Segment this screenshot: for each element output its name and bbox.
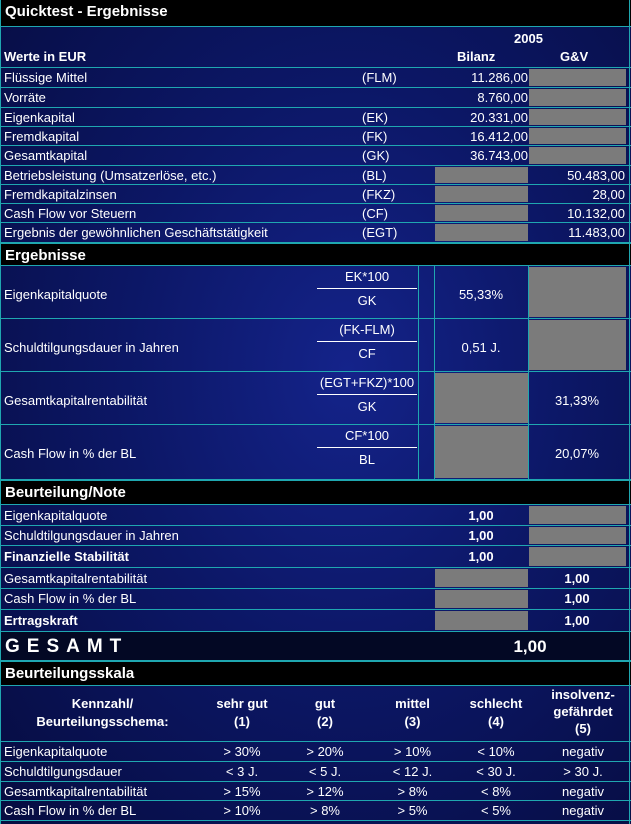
row-label: Gesamtkapitalrentabilität bbox=[4, 571, 148, 586]
table-row bbox=[0, 166, 631, 185]
row-label: Cash Flow in % der BL bbox=[4, 446, 137, 461]
bilanz-grade: 1,00 bbox=[468, 549, 494, 564]
table-row bbox=[0, 68, 631, 88]
table-row bbox=[0, 204, 631, 223]
row-abbr: (EGT) bbox=[362, 225, 398, 240]
skala-col-3: mittel (3) bbox=[395, 696, 430, 729]
guv-grade: 1,00 bbox=[564, 613, 590, 628]
scale-value: > 12% bbox=[306, 784, 344, 799]
bilanz-header: Bilanz bbox=[457, 49, 496, 64]
scale-value: < 30 J. bbox=[476, 764, 516, 779]
scale-value: negativ bbox=[562, 803, 604, 818]
table-row bbox=[0, 88, 631, 108]
skala-section-header bbox=[0, 661, 631, 686]
skala-row bbox=[0, 762, 631, 782]
result-row bbox=[0, 266, 631, 319]
row-label: Fremdkapital bbox=[4, 129, 80, 144]
table-row bbox=[0, 108, 631, 127]
result-row bbox=[0, 372, 631, 425]
gesamt-row bbox=[0, 632, 631, 661]
grid-line bbox=[629, 0, 630, 824]
skala-row bbox=[0, 801, 631, 821]
row-abbr: (EK) bbox=[362, 110, 388, 125]
formula-numerator: (EGT+FKZ)*100 bbox=[319, 375, 415, 390]
formula-denominator: CF bbox=[358, 346, 376, 361]
skala-col-1: sehr gut (1) bbox=[216, 696, 268, 729]
row-label: Gesamtkapitalrentabilität bbox=[4, 393, 148, 408]
skala-header-row bbox=[0, 686, 631, 742]
row-label: Eigenkapital bbox=[4, 110, 75, 125]
scale-value: > 10% bbox=[393, 744, 432, 759]
formula bbox=[316, 269, 418, 308]
bilanz-grade: 1,00 bbox=[468, 528, 494, 543]
row-label: Ertragskraft bbox=[4, 613, 78, 628]
gesamt-value: 1,00 bbox=[513, 637, 547, 656]
bilanz-value: 16.412,00 bbox=[470, 129, 528, 144]
row-label: Betriebsleistung (Umsatzerlöse, etc.) bbox=[4, 168, 217, 183]
row-label: Schuldtilgungsdauer in Jahren bbox=[4, 340, 179, 355]
table-row bbox=[0, 185, 631, 204]
ergebnisse-section-header bbox=[0, 243, 631, 266]
formula bbox=[316, 322, 418, 361]
formula bbox=[316, 375, 418, 414]
section-title: Ergebnisse bbox=[5, 247, 86, 264]
guv-grade: 1,00 bbox=[564, 591, 590, 606]
row-label: Fremdkapitalzinsen bbox=[4, 187, 117, 202]
beurteilung-section-header bbox=[0, 480, 631, 505]
skala-row bbox=[0, 742, 631, 762]
row-label: Eigenkapitalquote bbox=[4, 744, 108, 759]
row-abbr: (CF) bbox=[362, 206, 388, 221]
scale-value: > 10% bbox=[223, 803, 261, 818]
result-row bbox=[0, 425, 631, 480]
guv-value: 11.483,00 bbox=[568, 225, 625, 240]
guv-value: 31,33% bbox=[554, 393, 600, 408]
table-row bbox=[0, 146, 631, 166]
bilanz-grade: 1,00 bbox=[468, 508, 494, 523]
formula-numerator: CF*100 bbox=[344, 428, 390, 443]
formula-denominator: GK bbox=[357, 293, 377, 308]
guv-header: G&V bbox=[560, 49, 589, 64]
scale-value: > 5% bbox=[397, 803, 428, 818]
grade-row bbox=[0, 546, 631, 568]
grid-line bbox=[434, 266, 435, 480]
table-row bbox=[0, 127, 631, 146]
scale-value: negativ bbox=[562, 744, 604, 759]
bilanz-value: 20.331,00 bbox=[470, 110, 528, 125]
row-label: Cash Flow vor Steuern bbox=[4, 206, 137, 221]
guv-value: 50.483,00 bbox=[567, 168, 625, 183]
guv-grade: 1,00 bbox=[564, 571, 590, 586]
grid-line bbox=[418, 266, 419, 480]
row-abbr: (FLM) bbox=[362, 70, 397, 85]
section-title: Beurteilungsskala bbox=[5, 665, 135, 682]
row-abbr: (FK) bbox=[362, 129, 388, 144]
guv-value: 20,07% bbox=[554, 446, 600, 461]
scale-value: < 5 J. bbox=[308, 764, 342, 779]
scale-value: < 10% bbox=[477, 744, 515, 759]
row-label: Ergebnis der gewöhnlichen Geschäftstätigkeit bbox=[4, 225, 268, 240]
year-label: 2005 bbox=[514, 31, 543, 46]
row-label: Flüssige Mittel bbox=[4, 70, 88, 85]
formula-numerator: EK*100 bbox=[344, 269, 390, 284]
row-label: Schuldtilgungsdauer in Jahren bbox=[4, 528, 179, 543]
grade-row bbox=[0, 610, 631, 632]
row-abbr: (BL) bbox=[362, 168, 387, 183]
row-label: Vorräte bbox=[4, 90, 46, 105]
formula-denominator: BL bbox=[359, 452, 375, 467]
scale-value: > 15% bbox=[223, 784, 261, 799]
bilanz-value: 55,33% bbox=[458, 287, 504, 302]
scale-value: negativ bbox=[562, 784, 604, 799]
skala-row bbox=[0, 782, 631, 801]
title-bar bbox=[0, 0, 631, 27]
row-label: Cash Flow in % der BL bbox=[4, 803, 137, 818]
row-label: Gesamtkapitalrentabilität bbox=[4, 784, 148, 799]
gesamt-label: GESAMT bbox=[5, 636, 129, 657]
guv-value: 10.132,00 bbox=[567, 206, 625, 221]
bilanz-value: 0,51 J. bbox=[461, 340, 501, 355]
scale-value: < 8% bbox=[481, 784, 511, 799]
row-abbr: (FKZ) bbox=[362, 187, 396, 202]
scale-value: > 8% bbox=[397, 784, 428, 799]
formula-denominator: GK bbox=[357, 399, 377, 414]
grade-row bbox=[0, 589, 631, 610]
row-abbr: (GK) bbox=[362, 148, 390, 163]
row-label: Cash Flow in % der BL bbox=[4, 591, 137, 606]
scale-value: > 30% bbox=[223, 744, 261, 759]
scale-value: > 20% bbox=[306, 744, 344, 759]
bilanz-value: 11.286,00 bbox=[471, 70, 528, 85]
page-title: Quicktest - Ergebnisse bbox=[5, 3, 168, 20]
skala-col-5: insolvenz- gefährdet (5) bbox=[551, 687, 615, 736]
grade-row bbox=[0, 568, 631, 589]
bilanz-value: 8.760,00 bbox=[477, 90, 528, 105]
scale-value: > 30 J. bbox=[563, 764, 603, 779]
row-label: Eigenkapitalquote bbox=[4, 508, 108, 523]
skala-col-2: gut (2) bbox=[314, 696, 336, 729]
grade-row bbox=[0, 505, 631, 526]
table-row bbox=[0, 223, 631, 243]
formula-numerator: (FK-FLM) bbox=[339, 322, 395, 337]
werte-label: Werte in EUR bbox=[4, 49, 87, 64]
formula bbox=[316, 428, 418, 467]
scale-value: < 12 J. bbox=[392, 764, 433, 779]
scale-value: < 5% bbox=[481, 803, 511, 818]
row-label: Gesamtkapital bbox=[4, 148, 88, 163]
row-label: Eigenkapitalquote bbox=[4, 287, 108, 302]
grade-row bbox=[0, 526, 631, 546]
scale-value: < 3 J. bbox=[225, 764, 259, 779]
row-label: Finanzielle Stabilität bbox=[4, 549, 129, 564]
column-header bbox=[0, 27, 631, 68]
guv-value: 28,00 bbox=[592, 187, 625, 202]
skala-col-kennzahl: Kennzahl/ Beurteilungsschema: bbox=[36, 696, 169, 729]
skala-col-4: schlecht (4) bbox=[469, 696, 523, 729]
section-title: Beurteilung/Note bbox=[5, 484, 126, 501]
result-row bbox=[0, 319, 631, 372]
row-label: Schuldtilgungsdauer bbox=[4, 764, 122, 779]
bilanz-value: 36.743,00 bbox=[470, 148, 528, 163]
grid-line bbox=[528, 266, 529, 480]
grid-line bbox=[0, 0, 1, 824]
scale-value: > 8% bbox=[310, 803, 340, 818]
